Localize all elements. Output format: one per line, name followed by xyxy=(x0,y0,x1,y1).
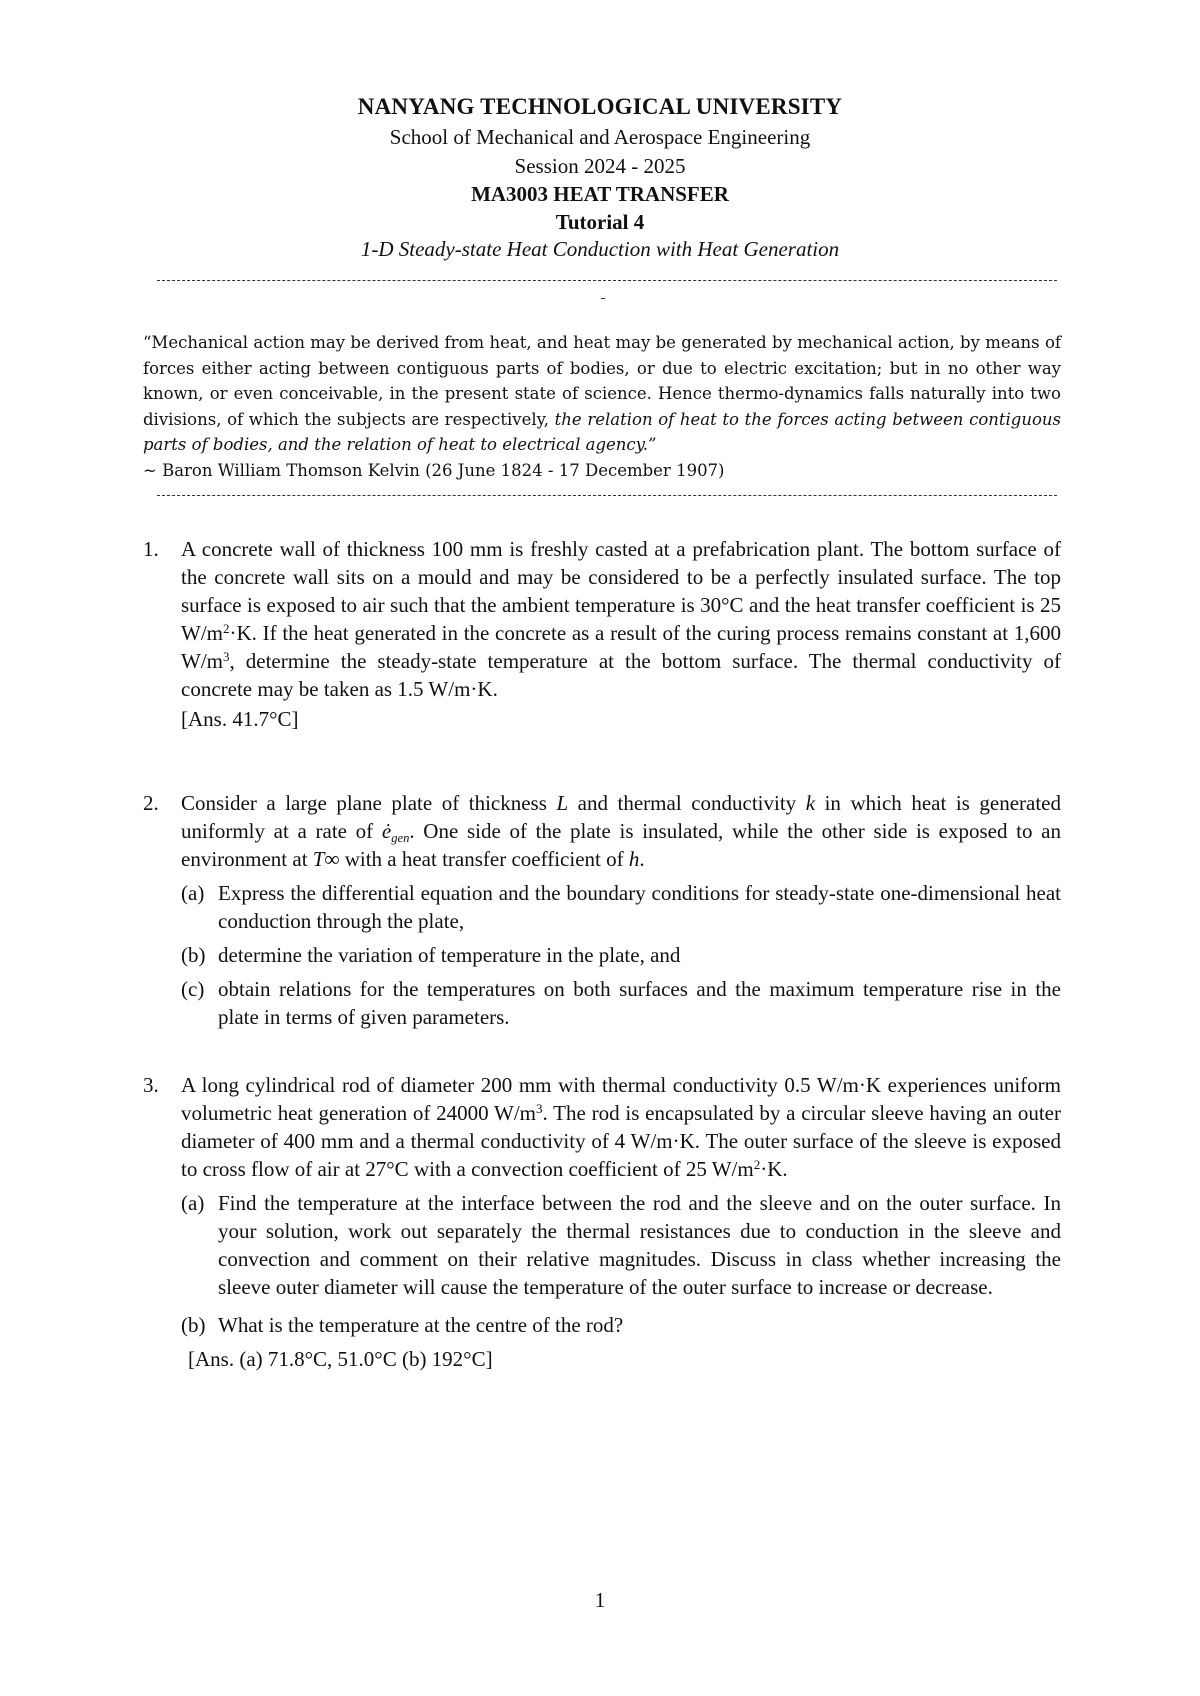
sub-question-b xyxy=(181,1311,1061,1339)
course-title: MA3003 HEAT TRANSFER xyxy=(471,182,729,206)
q2-text-6: . xyxy=(639,847,645,871)
sub-question-label: (a) xyxy=(181,1191,205,1215)
q3-text-3: ·K. xyxy=(760,1157,788,1181)
question-number: 1. xyxy=(143,537,159,561)
sub-question-label: (b) xyxy=(181,1313,206,1337)
symbol-h: h xyxy=(628,847,640,871)
symbol-k: k xyxy=(805,791,816,815)
quote-author: ~ Baron William Thomson Kelvin (26 June 1824 - 17 December 1907) xyxy=(143,460,725,480)
question-number: 3. xyxy=(143,1073,159,1097)
symbol-egen: ė xyxy=(381,819,392,843)
symbol-t-infinity: T∞ xyxy=(312,847,340,871)
q3-text-2: . The rod is encapsulated by a circular sleeve having an outer diameter of 400 mm and a thermal conductivity of 4 W/m·K. The outer surface of the sleeve is exposed to cross flow of air at 27°C with a convection coefficient of 25 W/m xyxy=(181,1101,1061,1181)
sub-question-text: What is the temperature at the centre of the rod? xyxy=(218,1313,624,1337)
question-text xyxy=(181,535,1061,703)
school-name: School of Mechanical and Aerospace Engineering xyxy=(389,125,811,149)
q1-text-1: A concrete wall of thickness 100 mm is freshly casted at a prefabrication plant. The bottom surface of the concrete wall sits on a mould and may be considered to be a perfectly insulated surface. The top surface is exposed to air such that the ambient temperature is 30°C and the heat transfer coefficient is 25 W/m xyxy=(181,537,1061,645)
question-answer: [Ans. (a) 71.8°C, 51.0°C (b) 192°C] xyxy=(188,1347,493,1371)
question-answer: [Ans. 41.7°C] xyxy=(181,707,299,731)
q1-text-3: , determine the steady-state temperature at the bottom surface. The thermal conductivity of concrete may be taken as 1.5 W/m·K. xyxy=(181,649,1061,701)
sub-question-text: Express the differential equation and the boundary conditions for steady-state one-dimensional heat conduction through the plate, xyxy=(218,881,1061,933)
question-text xyxy=(181,1071,1061,1183)
q2-text-2: and thermal conductivity xyxy=(568,791,806,815)
sub-question-text: Find the temperature at the interface between the rod and the sleeve and on the outer surface. In your solution, work out separately the thermal resistances due to conduction in the sleeve and convection and comment on their relative magnitudes. Discuss in class whether increasing the sleeve outer diameter will cause the temperature of the outer surface to increase or decrease. xyxy=(218,1191,1061,1299)
page-number: 1 xyxy=(594,1588,606,1612)
tutorial-subtitle: 1-D Steady-state Heat Conduction with Heat Generation xyxy=(360,237,840,261)
q2-text-4: . One side of the plate is insulated, while the other side is exposed to an environment at xyxy=(181,819,1061,871)
question-number: 2. xyxy=(143,791,159,815)
sub-question-c xyxy=(181,975,1061,1031)
kelvin-quote xyxy=(143,330,1061,483)
sub-question-a xyxy=(181,879,1061,935)
sub-question-text: determine the variation of temperature in the plate, and xyxy=(218,943,681,967)
sub-question-label: (c) xyxy=(181,977,205,1001)
symbol-egen-subscript: gen xyxy=(391,830,410,845)
sub-question-b xyxy=(181,941,1061,969)
q2-text-3: in which heat is generated uniformly at a rate of xyxy=(181,791,1061,843)
q1-text-2: ·K. If the heat generated in the concrete as a result of the curing process remains constant at 1,600 W/m xyxy=(181,621,1061,673)
quote-italic: the relation of heat to the forces acting between contiguous parts of bodies, and the relation of heat to electrical agency.” xyxy=(143,409,1062,454)
sub-question-a xyxy=(181,1189,1061,1301)
q1-sup-2: 3 xyxy=(223,648,230,664)
question-3 xyxy=(143,1071,1061,1373)
question-2 xyxy=(143,789,1061,1031)
q2-text-5: with a heat transfer coefficient of xyxy=(339,847,629,871)
dashed-divider-top xyxy=(157,280,1057,281)
q1-sup-1: 2 xyxy=(223,620,230,636)
q2-text-1: Consider a large plane plate of thickness xyxy=(181,791,557,815)
quote-text: “Mechanical action may be derived from heat, and heat may be generated by mechanical action, by means of forces either acting between contiguous parts of bodies, or due to electric excitation; but in no other way known, or even conceivable, in the present state of science. Hence thermo-dynamics falls naturally into two divisions, of which the subjects are respectively, xyxy=(143,333,1061,429)
university-name: NANYANG TECHNOLOGICAL UNIVERSITY xyxy=(357,94,843,119)
session: Session 2024 - 2025 xyxy=(514,154,686,178)
q3-sup-2: 2 xyxy=(753,1156,761,1172)
dashed-divider-bottom xyxy=(157,495,1057,496)
sub-question-label: (a) xyxy=(181,881,205,905)
q3-sup-1: 3 xyxy=(536,1100,543,1116)
question-text xyxy=(181,789,1061,873)
sub-question-text: obtain relations for the temperatures on both surfaces and the maximum temperature rise in the plate in terms of given parameters. xyxy=(218,977,1061,1029)
q3-text-1: A long cylindrical rod of diameter 200 mm with thermal conductivity 0.5 W/m·K experiences uniform volumetric heat generation of 24000 W/m xyxy=(181,1073,1061,1125)
divider-dash xyxy=(601,298,605,299)
sub-question-label: (b) xyxy=(181,943,206,967)
tutorial-title: Tutorial 4 xyxy=(555,210,645,234)
question-1 xyxy=(143,535,1061,733)
symbol-L: L xyxy=(556,791,569,815)
